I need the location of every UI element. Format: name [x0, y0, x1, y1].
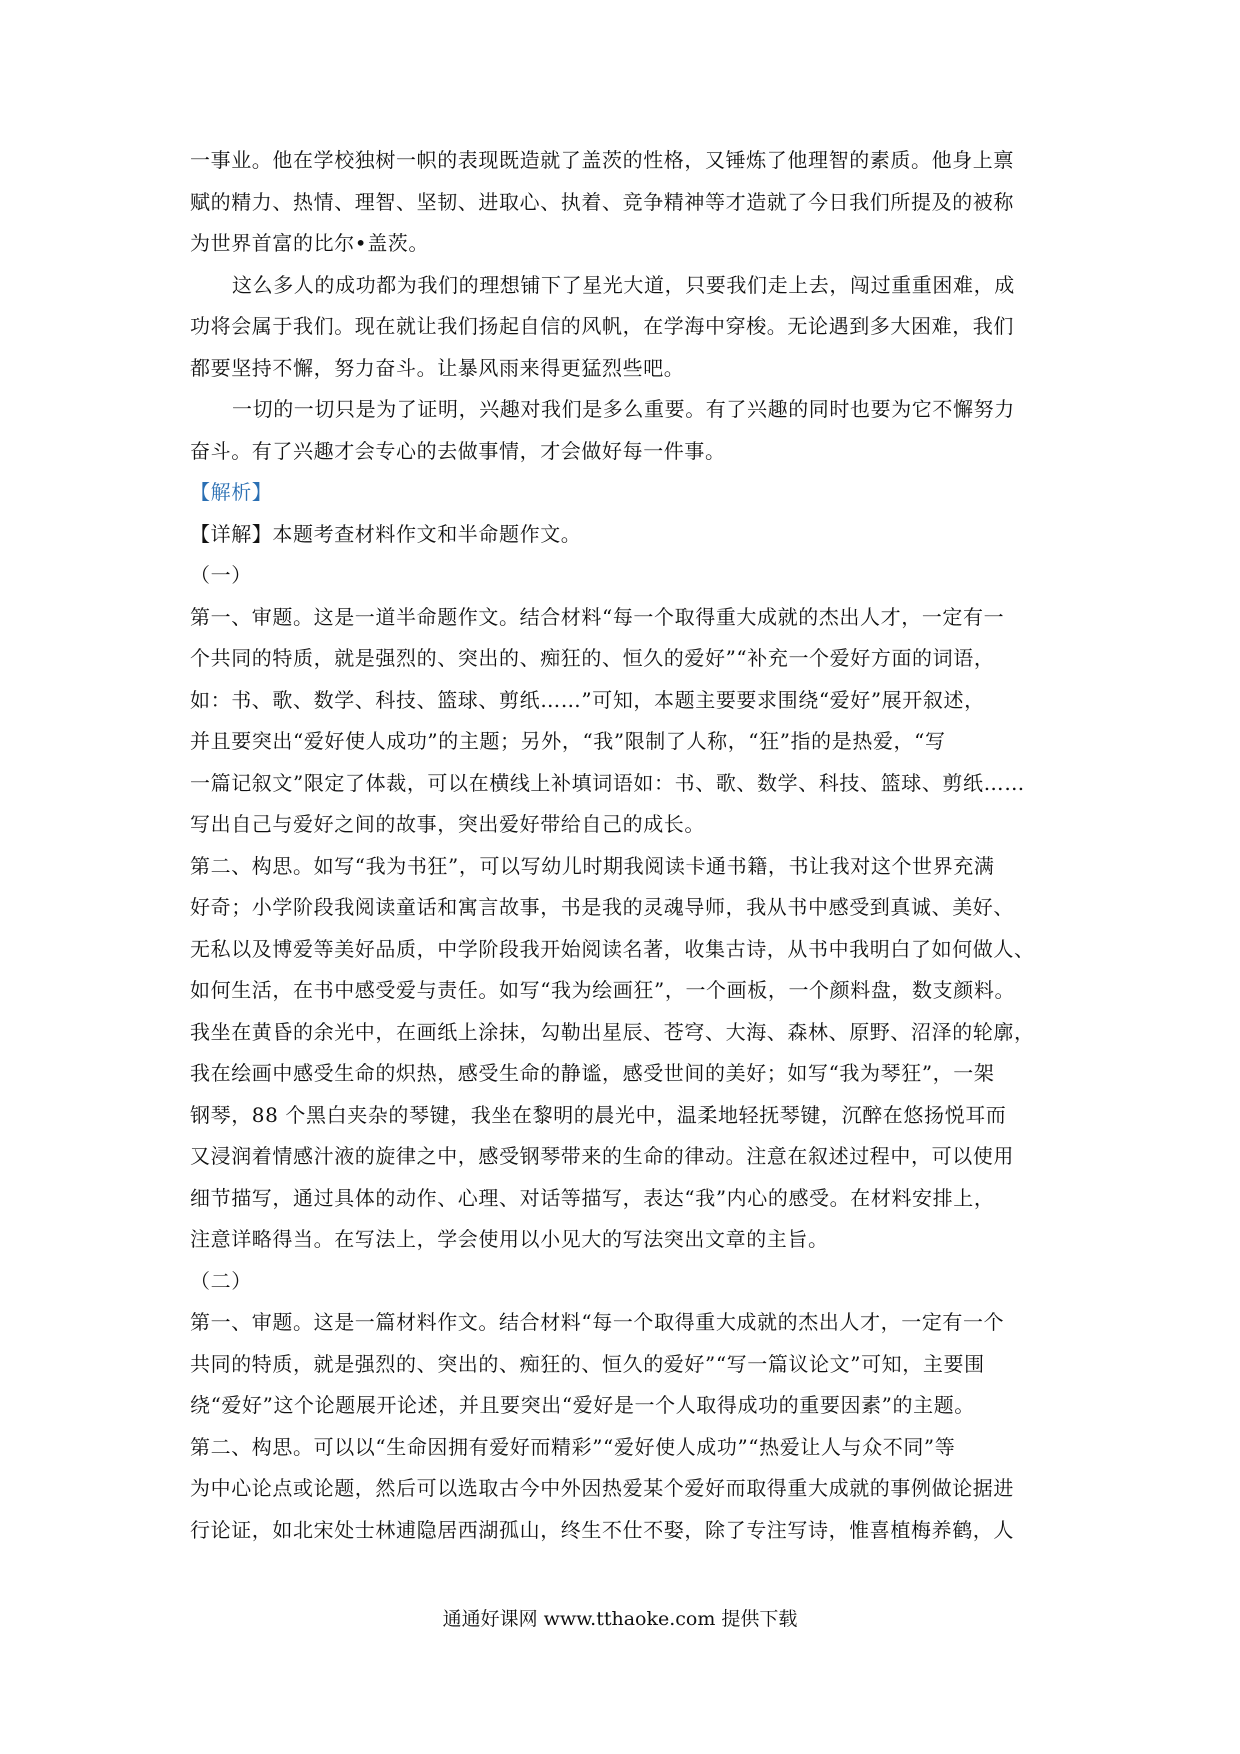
text-line: 一切的一切只是为了证明，兴趣对我们是多么重要。有了兴趣的同时也要为它不懈努力 — [232, 397, 1015, 421]
text-line: 行论证，如北宋处士林逋隐居西湖孤山，终生不仕不娶，除了专注写诗，惟喜植梅养鹤，人 — [190, 1517, 1014, 1542]
text-line: 细节描写，通过具体的动作、心理、对话等描写，表达“我”内心的感受。在材料安排上， — [190, 1185, 995, 1210]
text-line: 钢琴，88 个黑白夹杂的琴键，我坐在黎明的晨光中，温柔地轻抚琴键，沉醉在悠扬悦耳而 — [190, 1102, 1007, 1127]
text-line: 如何生活，在书中感受爱与责任。如写“我为绘画狂”，一个画板，一个颜料盘，数支颜料。 — [190, 978, 1016, 1002]
part-one-review — [190, 597, 1055, 846]
text-line: 第一、审题。这是一篇材料作文。结合材料“每一个取得重大成就的杰出人才，一定有一个 — [190, 1310, 1005, 1334]
text-line: 注意详略得当。在写法上，学会使用以小见大的写法突出文章的主旨。 — [190, 1227, 829, 1251]
success-paragraph — [190, 265, 1055, 390]
continuation-paragraph — [190, 140, 1055, 265]
part-one-label: （一） — [190, 563, 252, 587]
interest-paragraph — [190, 389, 1055, 472]
document-body — [190, 140, 1055, 1551]
detail-line: 【详解】本题考查材料作文和半命题作文。 — [190, 521, 582, 546]
text-line: 我坐在黄昏的余光中，在画纸上涂抹，勾勒出星辰、苍穹、大海、森林、原野、沼泽的轮廓， — [190, 1019, 1035, 1044]
text-line: 一事业。他在学校独树一帜的表现既造就了盖茨的性格，又锤炼了他理智的素质。他身上禀 — [190, 148, 1014, 172]
text-line: 赋的精力、热情、理智、坚韧、进取心、执着、竞争精神等才造就了今日我们所提及的被称 — [190, 189, 1014, 214]
text-line: 功将会属于我们。现在就让我们扬起自信的风帆，在学海中穿梭。无论遇到多大困难，我们 — [190, 314, 1014, 338]
part-two-review — [190, 1302, 1055, 1427]
text-line: 如：书、歌、数学、科技、篮球、剪纸……”可知，本题主要要求围绕“爱好”展开叙述， — [190, 687, 985, 712]
part-one-concept — [190, 846, 1055, 1261]
text-line: 第二、构思。如写“我为书狂”，可以写幼儿时期我阅读卡通书籍，书让我对这个世界充满 — [190, 853, 995, 878]
text-line: 奋斗。有了兴趣才会专心的去做事情，才会做好每一件事。 — [190, 438, 726, 463]
text-line: 绕“爱好”这个论题展开论述，并且要突出“爱好是一个人取得成功的重要因素”的主题。 — [190, 1393, 975, 1417]
text-line: 又浸润着情感汁液的旋律之中，感受钢琴带来的生命的律动。注意在叙述过程中，可以使用 — [190, 1144, 1014, 1168]
analysis-heading: 【解析】 — [190, 480, 273, 504]
text-line: 并且要突出“爱好使人成功”的主题；另外，“我”限制了人称，“狂”指的是热爱，“写 — [190, 729, 946, 753]
part-two-label: （二） — [190, 1268, 252, 1293]
part-two-concept — [190, 1427, 1055, 1552]
text-line: 这么多人的成功都为我们的理想铺下了星光大道，只要我们走上去，闯过重重困难，成 — [232, 272, 1015, 297]
text-line: 为中心论点或论题，然后可以选取古今中外因热爱某个爱好而取得重大成就的事例做论据进 — [190, 1476, 1014, 1500]
text-line: 好奇；小学阶段我阅读童话和寓言故事，书是我的灵魂导师，我从书中感受到真诚、美好、 — [190, 895, 1014, 919]
text-line: 写出自己与爱好之间的故事，突出爱好带给自己的成长。 — [190, 812, 705, 836]
text-line: 我在绘画中感受生命的炽热，感受生命的静谧，感受世间的美好；如写“我为琴狂”，一架 — [190, 1061, 995, 1085]
text-line: 为世界首富的比尔•盖茨。 — [190, 231, 429, 255]
text-line: 个共同的特质，就是强烈的、突出的、痴狂的、恒久的爱好”“补充一个爱好方面的词语， — [190, 646, 995, 670]
text-line: 都要坚持不懈，努力奋斗。让暴风雨来得更猛烈些吧。 — [190, 355, 685, 380]
page-footer: 通通好课网 www.tthaoke.com 提供下载 — [442, 1608, 798, 1630]
text-line: 第一、审题。这是一道半命题作文。结合材料“每一个取得重大成就的杰出人才，一定有一 — [190, 604, 1005, 629]
text-line: 一篇记叙文”限定了体裁，可以在横线上补填词语如：书、歌、数学、科技、篮球、剪纸…… — [190, 770, 1025, 795]
text-line: 共同的特质，就是强烈的、突出的、痴狂的、恒久的爱好”“写一篇议论文”可知，主要围 — [190, 1351, 985, 1376]
text-line: 无私以及博爱等美好品质，中学阶段我开始阅读名著，收集古诗，从书中我明白了如何做人、 — [190, 936, 1035, 961]
text-line: 第二、构思。可以以“生命因拥有爱好而精彩”“爱好使人成功”“热爱让人与众不同”等 — [190, 1434, 956, 1459]
